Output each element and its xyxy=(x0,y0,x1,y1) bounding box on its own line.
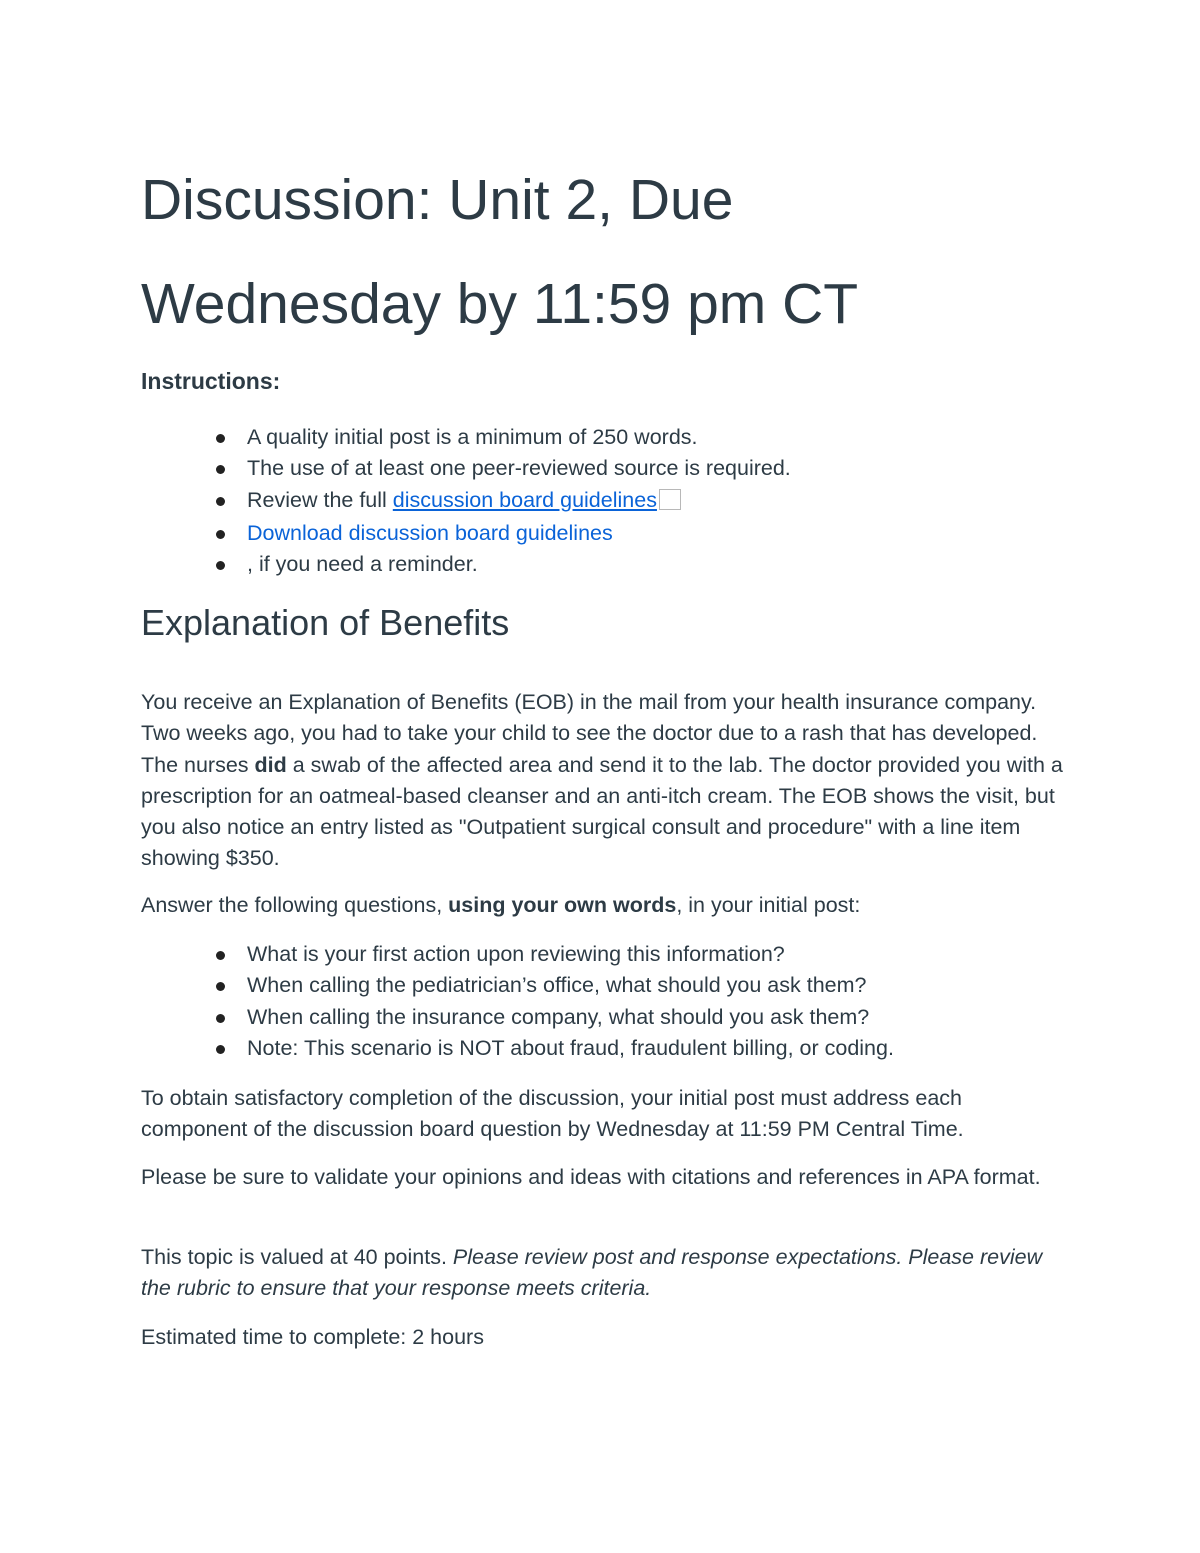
points-italic: Please review post and response expectations. Please review the rubric to ensure that your response meets criteria. xyxy=(141,1245,1043,1301)
section-heading: Explanation of Benefits xyxy=(141,602,510,643)
answer-prompt xyxy=(141,890,1066,921)
question-text: Note: This scenario is NOT about fraud, fraudulent billing, or coding. xyxy=(247,1035,894,1060)
external-link-icon[interactable] xyxy=(659,489,681,510)
instructions-list xyxy=(141,422,791,580)
bullet-icon xyxy=(216,951,225,960)
instruction-text: , if you need a reminder. xyxy=(247,551,478,576)
bullet-icon xyxy=(216,434,225,443)
bullet-icon xyxy=(216,982,225,991)
completion-paragraph: To obtain satisfactory completion of the discussion, your initial post must address each component of the discussion board question by Wednesday at 11:59 PM Central Time. xyxy=(141,1086,964,1142)
questions-list xyxy=(141,939,894,1064)
points-text: This topic is valued at 40 points. xyxy=(141,1245,453,1269)
points-paragraph xyxy=(141,1242,1066,1305)
list-item xyxy=(141,970,894,1001)
bullet-icon xyxy=(216,561,225,570)
answer-prompt-after: , in your initial post: xyxy=(676,893,861,917)
list-item xyxy=(141,453,791,484)
scenario-bold: did xyxy=(254,752,287,777)
question-text: What is your first action upon reviewing this information? xyxy=(247,942,785,966)
estimated-time: Estimated time to complete: 2 hours xyxy=(141,1325,484,1349)
download-guidelines-link[interactable]: Download discussion board guidelines xyxy=(247,520,613,545)
guidelines-link[interactable]: discussion board guidelines xyxy=(392,487,657,512)
list-item xyxy=(141,485,791,518)
bullet-icon xyxy=(216,530,225,539)
page-title xyxy=(141,148,858,356)
question-text: When calling the insurance company, what should you ask them? xyxy=(247,1004,870,1029)
question-text: When calling the pediatrician’s office, what should you ask them? xyxy=(247,973,867,998)
bullet-icon xyxy=(216,1014,225,1023)
bullet-icon xyxy=(216,1045,225,1054)
instruction-text: A quality initial post is a minimum of 250 words. xyxy=(247,425,698,449)
list-item xyxy=(141,422,791,453)
list-item xyxy=(141,1002,894,1033)
bullet-icon xyxy=(216,465,225,474)
answer-prompt-before: Answer the following questions, xyxy=(141,893,449,917)
scenario-text-2: a swab of the affected area and send it to the lab. The doctor provided you with a prescription for an oatmeal-based cleanser and an anti-itch cream. The EOB shows the visit, but you also notice an entry listed as "Outpatient surgical consult and procedure" with a line item showing $350. xyxy=(141,752,1063,871)
scenario-paragraph xyxy=(141,687,1066,875)
instruction-text: Review the full xyxy=(247,487,393,512)
page-title-line2: Wednesday by 11:59 pm CT xyxy=(141,272,859,336)
bullet-icon xyxy=(216,497,225,506)
citation-paragraph: Please be sure to validate your opinions and ideas with citations and references in APA format. xyxy=(141,1165,1041,1189)
page-title-line1: Discussion: Unit 2, Due xyxy=(141,168,734,232)
answer-prompt-bold: using your own words xyxy=(448,893,677,917)
instruction-text: The use of at least one peer-reviewed source is required. xyxy=(247,456,791,481)
scenario-text-1: You receive an Explanation of Benefits (EOB) in the mail from your health insurance company. Two weeks ago, you had to take your child to see the doctor due to a rash that has developed. The nurses xyxy=(141,690,1038,777)
instructions-label: Instructions: xyxy=(141,368,281,394)
list-item xyxy=(141,549,791,580)
list-item xyxy=(141,1033,894,1064)
list-item xyxy=(141,518,791,549)
list-item xyxy=(141,939,894,970)
